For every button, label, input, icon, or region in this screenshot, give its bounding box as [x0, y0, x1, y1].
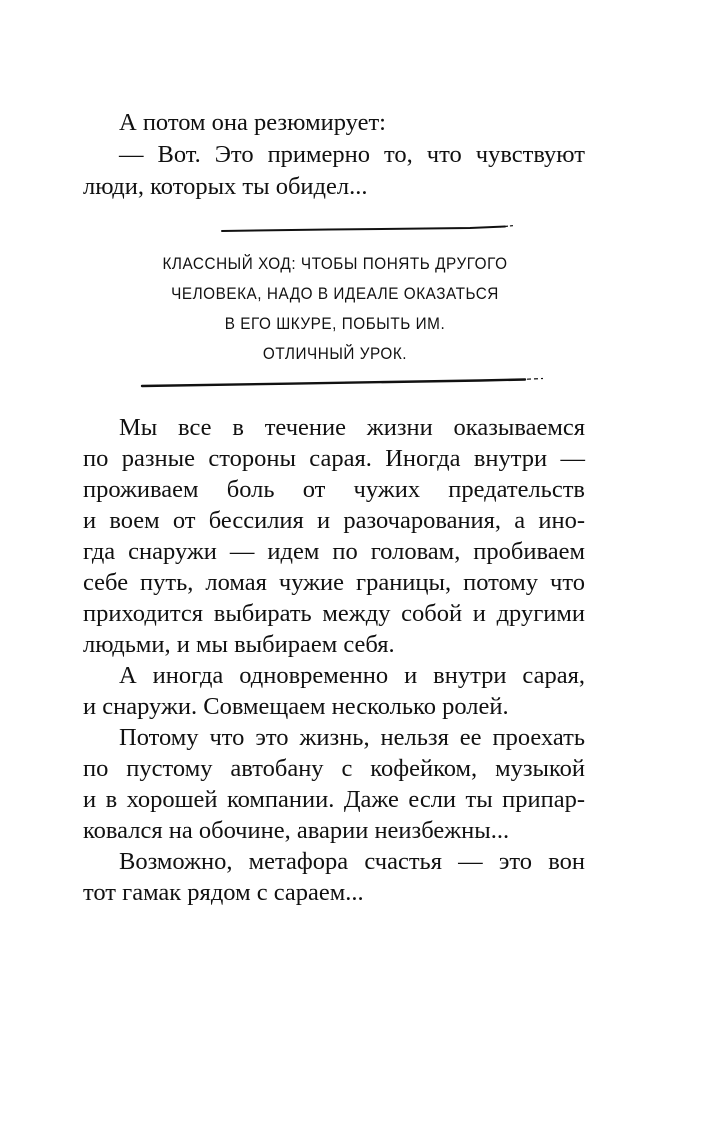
callout-line: В ЕГО ШКУРЕ, ПОБЫТЬ ИМ.	[224, 314, 446, 333]
intro-line: А потом она резюмирует:	[119, 109, 386, 136]
body-line: и воем от бессилия и разочарования, а ино-	[83, 507, 585, 534]
body-line: по разные стороны сарая. Иногда внутри —	[83, 445, 585, 472]
body-line: себе путь, ломая чужие границы, потому что	[83, 569, 585, 596]
body-line: Возможно, метафора счастья — это вон	[119, 848, 585, 875]
body-line: приходится выбирать между собой и другими	[83, 600, 585, 627]
intro-line: люди, которых ты обидел...	[83, 173, 368, 200]
intro-line: — Вот. Это примерно то, что чувствуют	[119, 141, 585, 168]
callout-bottom-rule	[142, 380, 525, 387]
body-line: Потому что это жизнь, нельзя ее проехать	[119, 724, 585, 751]
callout-line: ЧЕЛОВЕКА, НАДО В ИДЕАЛЕ ОКАЗАТЬСЯ	[171, 284, 499, 303]
body-line: А иногда одновременно и внутри сарая,	[119, 662, 585, 689]
body-line: Мы все в течение жизни оказываемся	[119, 414, 585, 441]
body-line: ковался на обочине, аварии неизбежны...	[83, 817, 510, 844]
body-line: и в хорошей компании. Даже если ты припар-	[83, 786, 585, 813]
body-line: тот гамак рядом с сараем...	[83, 879, 364, 906]
callout-top-rule	[222, 227, 505, 232]
callout-line: КЛАССНЫЙ ХОД: ЧТОБЫ ПОНЯТЬ ДРУГОГО	[162, 254, 508, 273]
body-line: проживаем боль от чужих предательств	[83, 476, 585, 503]
body-line: по пустому автобану с кофейком, музыкой	[83, 755, 585, 782]
body-line: и снаружи. Совмещаем несколько ролей.	[83, 693, 509, 720]
body-line: гда снаружи — идем по головам, пробиваем	[83, 538, 585, 565]
body-line: людьми, и мы выбираем себя.	[83, 631, 395, 658]
callout-line: ОТЛИЧНЫЙ УРОК.	[262, 344, 408, 363]
